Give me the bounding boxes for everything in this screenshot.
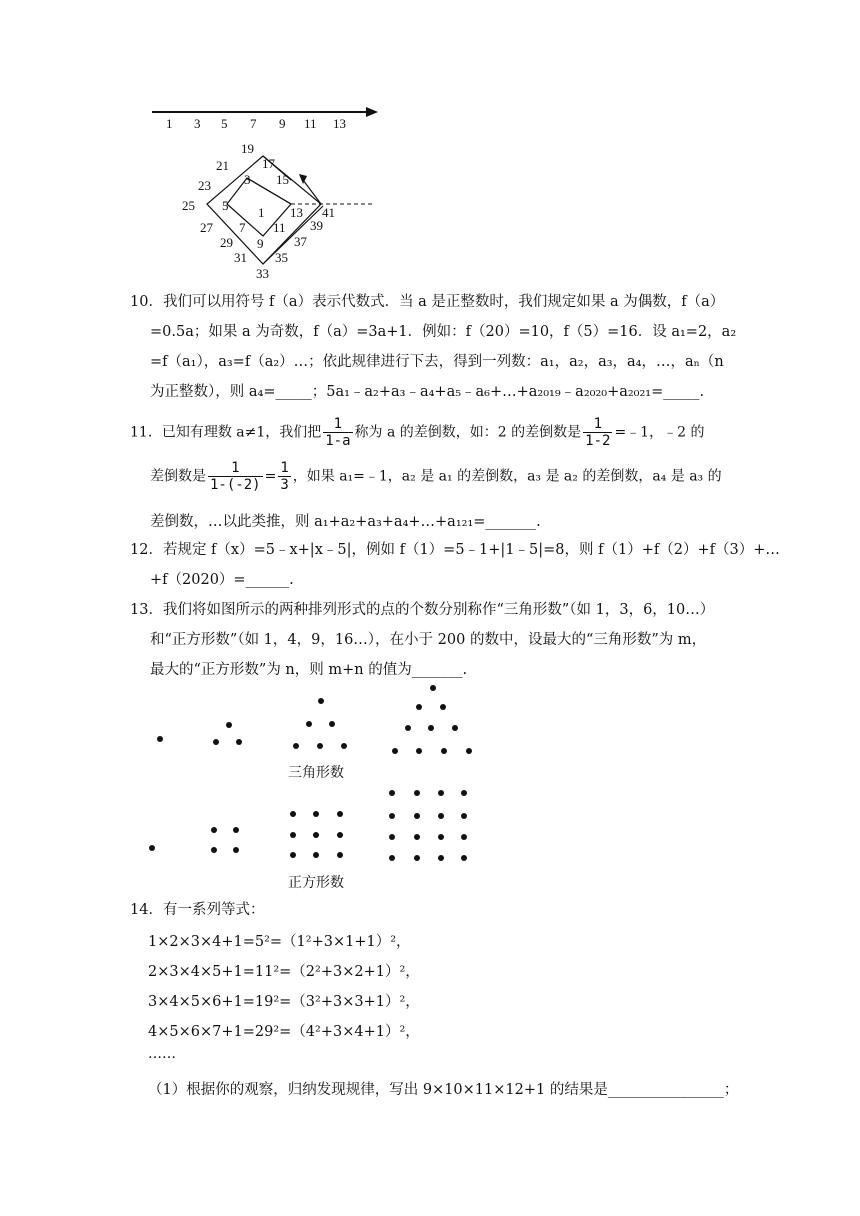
diamond-label: 9	[257, 236, 264, 251]
triangle-10	[392, 685, 472, 754]
question-13	[130, 598, 740, 688]
axis-tick-label: 9	[279, 116, 286, 131]
q12-line: 12．若规定 f（x）=5﹣x+|x﹣5|，例如 f（1）=5﹣1+|1﹣5|=8，则 f（1）+f（2）+f（3）+…	[130, 542, 780, 558]
q14-ellipsis: ……	[148, 1046, 176, 1062]
diamond-label: 39	[310, 218, 323, 233]
q11-line-1: 11．已知有理数 a≠1，我们把 $\frac{1}{1-a}$ 称为 a 的差倒数，如：2 的差倒数是 $\frac{1}{1-2}$ =﹣1，﹣2 的	[130, 416, 705, 449]
q10-line: 为正整数），则 a₄=_____；5a₁﹣a₂+a₃﹣a₄+a₅﹣a₆+…+a₂₀₁₉﹣a₂₀₂₀+a₂₀₂₁=_____.	[150, 384, 705, 400]
q11-line-2: 差倒数是 $\frac{1}{1-(-2)}$ = $\frac{1}{3}$ ，如果 a₁=﹣1，a₂ 是 a₁ 的差倒数，a₃ 是 a₂ 的差倒数，a₄ 是 a₃ 的	[150, 460, 722, 493]
question-10	[130, 290, 740, 410]
fraction-1-over-1-minus-2: $\frac{1}{1-2}$	[585, 416, 611, 449]
q13-line: 13．我们将如图所示的两种排列形式的点的个数分别称作“三角形数”（如 1，3，6，10…）	[130, 602, 715, 618]
q10-line: =f（a₁），a₃=f（a₂）…；依此规律进行下去，得到一列数：a₁，a₂，a₃，a₄，…，aₙ（n	[150, 354, 724, 370]
q14-part-1: （1）根据你的观察，归纳发现规律，写出 9×10×11×12+1 的结果是________________；	[148, 1082, 739, 1098]
diamond-label: 7	[239, 220, 246, 235]
diamond-label: 21	[216, 158, 229, 173]
spiral-arrow-icon	[299, 174, 307, 184]
diamond-label: 23	[198, 178, 211, 193]
diamond-label: 25	[182, 198, 195, 213]
number-line-arrow-icon	[366, 107, 378, 117]
diamond-label: 3	[244, 172, 251, 187]
diamond-label: 19	[241, 141, 254, 156]
q10-line: 10．我们可以用符号 f（a）表示代数式．当 a 是正整数时，我们规定如果 a 为偶数，f（a）	[130, 294, 725, 310]
dot-pattern-figure	[140, 680, 490, 890]
square-1	[149, 845, 155, 851]
q13-line: 和“正方形数”（如 1，4，9，16…），在小于 200 的数中，设最大的“三角形数”为 m，	[150, 632, 707, 648]
number-line-figure	[140, 98, 390, 138]
square-4	[211, 827, 239, 853]
q14-equation: 4×5×6×7+1=29²=（4²+3×4+1）²，	[148, 1024, 420, 1040]
q10-line: =0.5a；如果 a 为奇数，f（a）=3a+1．例如：f（20）=10，f（5）=16．设 a₁=2，a₂	[150, 324, 737, 340]
q14-intro: 14．有一系列等式：	[130, 902, 265, 918]
triangle-6	[293, 698, 347, 749]
q14-equation: 3×4×5×6+1=19²=（3²+3×3+1）²，	[148, 994, 420, 1010]
label-square-numbers: 正方形数	[288, 875, 344, 891]
triangle-1	[157, 736, 163, 742]
axis-tick-label: 11	[304, 116, 317, 131]
diamond-label: 33	[256, 266, 269, 281]
axis-tick-label: 1	[166, 116, 173, 131]
axis-tick-label: 5	[221, 116, 228, 131]
fraction-1-over-1-minus-neg2: $\frac{1}{1-(-2)}$	[210, 460, 261, 493]
diamond-label: 31	[234, 250, 247, 265]
diamond-label: 1	[258, 205, 265, 220]
fraction-1-over-1-minus-a: $\frac{1}{1-a}$	[325, 416, 351, 449]
dot-pattern-svg	[140, 680, 490, 890]
axis-tick-label: 3	[194, 116, 201, 131]
number-line-svg	[140, 98, 390, 138]
question-11	[130, 410, 740, 530]
diamond-label: 11	[273, 220, 286, 235]
diamond-label: 17	[262, 156, 275, 171]
q14-equation: 1×2×3×4+1=5²=（1²+3×1+1）²，	[148, 934, 411, 950]
axis-tick-label: 7	[250, 116, 257, 131]
q12-line: +f（2020）=______.	[150, 572, 294, 588]
q13-line: 最大的“正方形数”为 n，则 m+n 的值为_______.	[150, 662, 468, 678]
diamond-label: 37	[294, 234, 307, 249]
diamond-label: 29	[220, 235, 233, 250]
question-14	[130, 898, 740, 1098]
q11-line-3: 差倒数，…以此类推，则 a₁+a₂+a₃+a₄+…+a₁₂₁=_______.	[150, 514, 541, 530]
fraction-1-over-3: $\frac{1}{3}$	[280, 460, 289, 493]
triangle-3	[213, 722, 242, 745]
question-12	[130, 538, 780, 598]
diamond-label: 15	[276, 172, 289, 187]
q14-equation: 2×3×4×5+1=11²=（2²+3×2+1）²，	[148, 964, 420, 980]
diamond-label: 5	[222, 198, 229, 213]
square-16	[389, 790, 467, 861]
label-triangle-numbers: 三角形数	[288, 765, 344, 781]
axis-tick-label: 13	[333, 116, 346, 131]
diamond-label: 13	[290, 205, 303, 220]
diamond-label: 41	[322, 205, 335, 220]
square-9	[290, 811, 343, 858]
diamond-label: 27	[200, 220, 213, 235]
diamond-label: 35	[275, 250, 288, 265]
